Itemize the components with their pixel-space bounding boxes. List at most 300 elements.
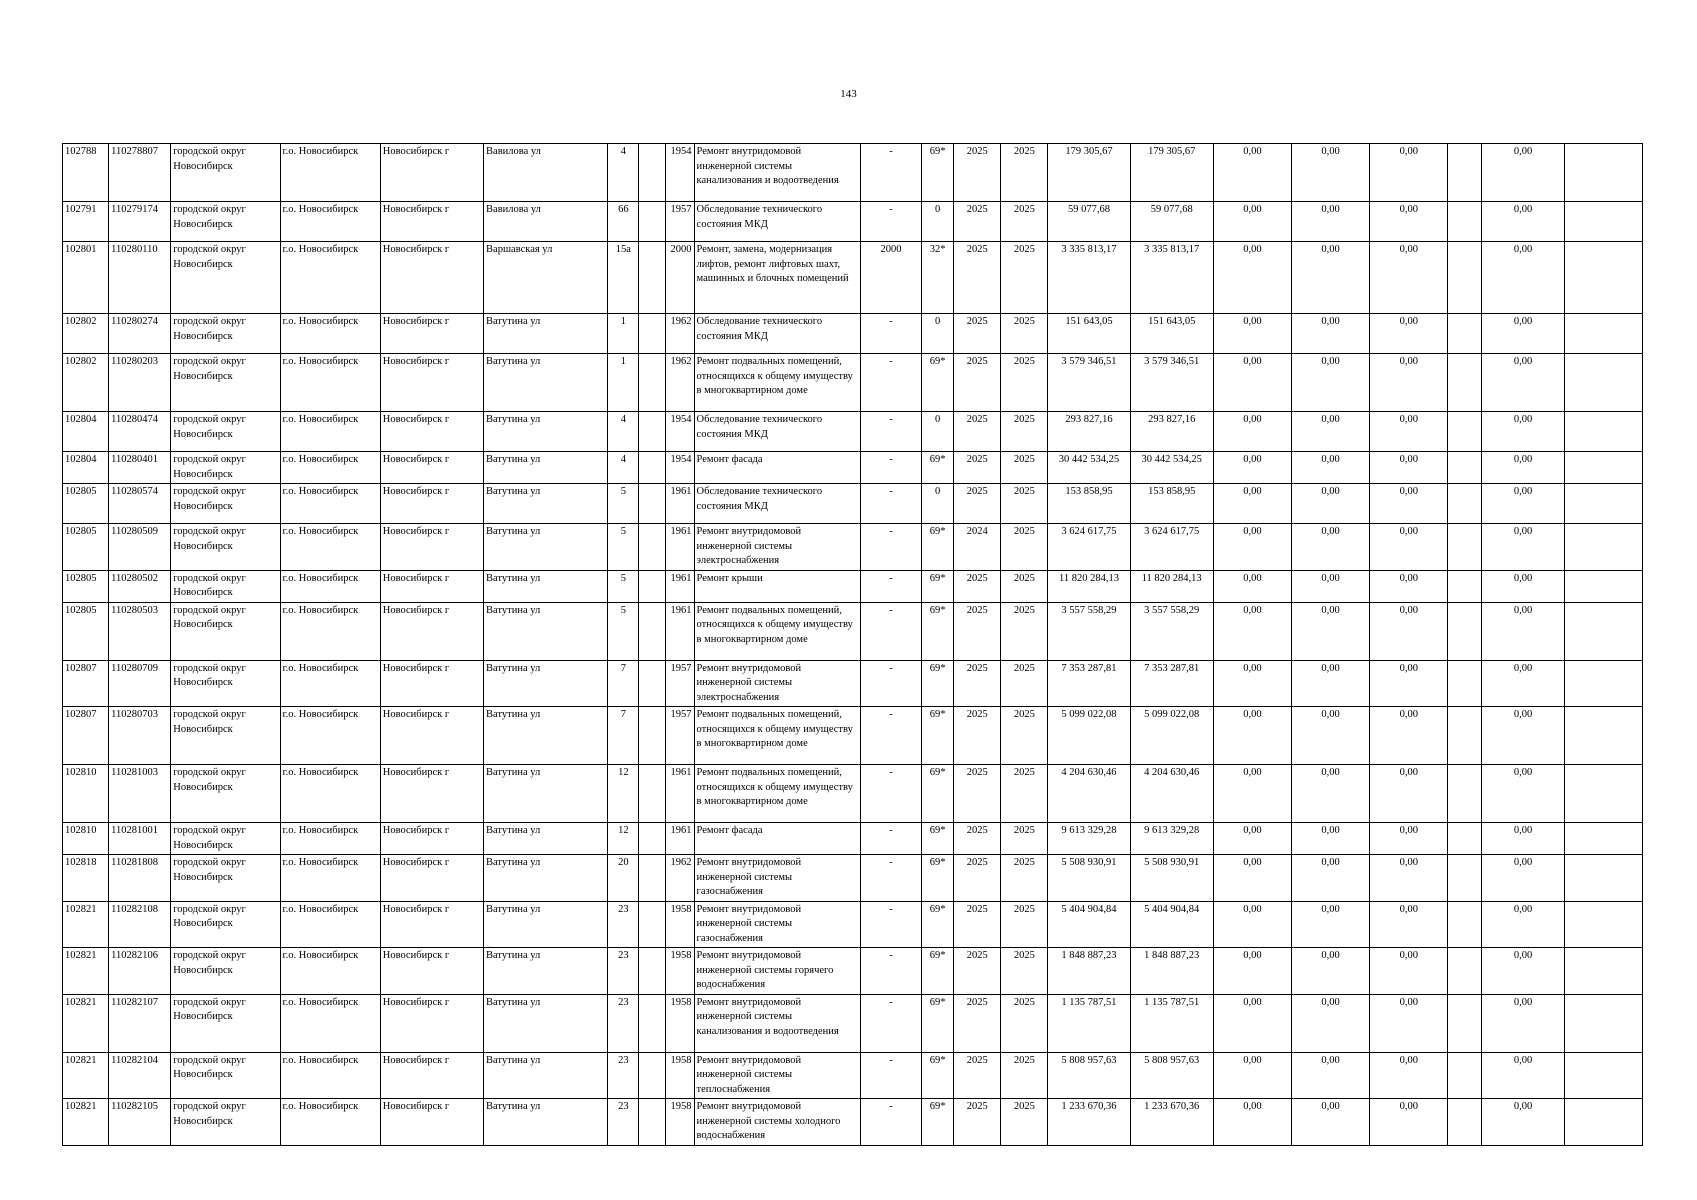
cell-cell-4: [1448, 660, 1482, 707]
cell-municipal-entity: городской округ Новосибирск: [171, 202, 280, 242]
cell-total-cost: 1 848 887,23: [1048, 948, 1130, 995]
cell-fund-cost: 9 613 329,28: [1130, 823, 1213, 855]
cell-cell-1: 0,00: [1213, 901, 1291, 948]
table-row: [63, 855, 1643, 902]
cell-municipal-entity: городской округ Новосибирск: [171, 707, 280, 765]
cell-total-cost: 179 305,67: [1048, 144, 1130, 202]
cell-district: г.о. Новосибирск: [280, 242, 380, 314]
cell-district: г.о. Новосибирск: [280, 994, 380, 1052]
cell-total-cost: 5 508 930,91: [1048, 855, 1130, 902]
cell-cell-2: 0,00: [1291, 202, 1369, 242]
cell-settlement: Новосибирск г: [380, 707, 483, 765]
cell-cell-2: 0,00: [1291, 570, 1369, 602]
cell-lift-year: -: [860, 570, 921, 602]
cell-building: [639, 524, 666, 571]
cell-wear: 69*: [922, 1099, 954, 1146]
cell-building: [639, 1052, 666, 1099]
cell-cell-2: 0,00: [1291, 354, 1369, 412]
cell-total-cost: 7 353 287,81: [1048, 660, 1130, 707]
cell-start-year: 2025: [954, 901, 1001, 948]
cell-work-type: Обследование технического состояния МКД: [694, 314, 860, 354]
cell-municipal-entity: городской округ Новосибирск: [171, 354, 280, 412]
cell-cell-5: 0,00: [1482, 242, 1564, 314]
cell-work-type: Ремонт подвальных помещений, относящихся к общему имуществу в многоквартирном доме: [694, 354, 860, 412]
cell-cell-1: 0,00: [1213, 314, 1291, 354]
cell-work-type: Ремонт фасада: [694, 452, 860, 484]
cell-settlement: Новосибирск г: [380, 354, 483, 412]
cell-lift-year: -: [860, 765, 921, 823]
cell-cell-3: 0,00: [1370, 823, 1448, 855]
cell-settlement: Новосибирск г: [380, 1099, 483, 1146]
cell-cell-3: 0,00: [1370, 144, 1448, 202]
cell-building: [639, 602, 666, 660]
cell-cell-1: 0,00: [1213, 452, 1291, 484]
cell-street: Варшавская ул: [484, 242, 608, 314]
cell-district: г.о. Новосибирск: [280, 765, 380, 823]
cell-cell-2: 0,00: [1291, 660, 1369, 707]
cell-total-cost: 4 204 630,46: [1048, 765, 1130, 823]
cell-street: Ватутина ул: [484, 994, 608, 1052]
cell-fund-cost: 4 204 630,46: [1130, 765, 1213, 823]
cell-cell-4: [1448, 412, 1482, 452]
cell-total-cost: 153 858,95: [1048, 484, 1130, 524]
cell-cell-6: [1564, 242, 1642, 314]
cell-total-cost: 5 808 957,63: [1048, 1052, 1130, 1099]
cell-cell-3: 0,00: [1370, 602, 1448, 660]
cell-total-cost: 59 077,68: [1048, 202, 1130, 242]
table-row: [63, 412, 1643, 452]
table-row: [63, 765, 1643, 823]
cell-district: г.о. Новосибирск: [280, 144, 380, 202]
cell-building: [639, 354, 666, 412]
cell-settlement: Новосибирск г: [380, 144, 483, 202]
cell-settlement: Новосибирск г: [380, 524, 483, 571]
cell-wear: 0: [922, 484, 954, 524]
cell-cell-3: 0,00: [1370, 524, 1448, 571]
cell-object-code: 110282107: [109, 994, 171, 1052]
cell-wear: 69*: [922, 948, 954, 995]
cell-record-id: 102821: [63, 1099, 109, 1146]
cell-cell-3: 0,00: [1370, 948, 1448, 995]
cell-street: Ватутина ул: [484, 823, 608, 855]
table-row: [63, 948, 1643, 995]
cell-object-code: 110280574: [109, 484, 171, 524]
cell-cell-5: 0,00: [1482, 660, 1564, 707]
cell-cell-4: [1448, 765, 1482, 823]
cell-build-year: 1958: [666, 1052, 694, 1099]
cell-lift-year: -: [860, 901, 921, 948]
cell-cell-5: 0,00: [1482, 855, 1564, 902]
cell-start-year: 2025: [954, 202, 1001, 242]
cell-cell-6: [1564, 994, 1642, 1052]
cell-district: г.о. Новосибирск: [280, 354, 380, 412]
cell-district: г.о. Новосибирск: [280, 484, 380, 524]
cell-lift-year: -: [860, 1099, 921, 1146]
cell-cell-6: [1564, 314, 1642, 354]
cell-building: [639, 948, 666, 995]
cell-cell-6: [1564, 1052, 1642, 1099]
cell-settlement: Новосибирск г: [380, 948, 483, 995]
cell-fund-cost: 293 827,16: [1130, 412, 1213, 452]
cell-record-id: 102788: [63, 144, 109, 202]
cell-municipal-entity: городской округ Новосибирск: [171, 1099, 280, 1146]
cell-house-number: 5: [608, 484, 639, 524]
cell-start-year: 2025: [954, 570, 1001, 602]
cell-cell-6: [1564, 823, 1642, 855]
cell-lift-year: -: [860, 484, 921, 524]
cell-lift-year: -: [860, 707, 921, 765]
cell-wear: 69*: [922, 524, 954, 571]
cell-build-year: 1954: [666, 412, 694, 452]
cell-wear: 69*: [922, 452, 954, 484]
cell-settlement: Новосибирск г: [380, 823, 483, 855]
cell-fund-cost: 151 643,05: [1130, 314, 1213, 354]
cell-record-id: 102821: [63, 1052, 109, 1099]
cell-object-code: 110278807: [109, 144, 171, 202]
cell-cell-4: [1448, 901, 1482, 948]
cell-house-number: 23: [608, 1052, 639, 1099]
cell-build-year: 1961: [666, 484, 694, 524]
cell-cell-1: 0,00: [1213, 412, 1291, 452]
cell-cell-4: [1448, 452, 1482, 484]
cell-cell-4: [1448, 524, 1482, 571]
cell-start-year: 2025: [954, 354, 1001, 412]
cell-object-code: 110282105: [109, 1099, 171, 1146]
cell-cell-3: 0,00: [1370, 354, 1448, 412]
cell-work-type: Ремонт подвальных помещений, относящихся к общему имуществу в многоквартирном доме: [694, 707, 860, 765]
cell-end-year: 2025: [1001, 1052, 1048, 1099]
cell-build-year: 1961: [666, 524, 694, 571]
cell-cell-6: [1564, 354, 1642, 412]
cell-house-number: 66: [608, 202, 639, 242]
cell-cell-6: [1564, 602, 1642, 660]
cell-object-code: 110280274: [109, 314, 171, 354]
cell-municipal-entity: городской округ Новосибирск: [171, 452, 280, 484]
cell-fund-cost: 7 353 287,81: [1130, 660, 1213, 707]
cell-end-year: 2025: [1001, 524, 1048, 571]
cell-end-year: 2025: [1001, 144, 1048, 202]
cell-cell-6: [1564, 948, 1642, 995]
cell-wear: 69*: [922, 901, 954, 948]
cell-object-code: 110280503: [109, 602, 171, 660]
cell-work-type: Ремонт внутридомовой инженерной системы электроснабжения: [694, 660, 860, 707]
page-number: 143: [840, 88, 857, 100]
registry-table: [62, 143, 1643, 1146]
cell-build-year: 1958: [666, 1099, 694, 1146]
cell-cell-6: [1564, 144, 1642, 202]
cell-house-number: 1: [608, 354, 639, 412]
cell-municipal-entity: городской округ Новосибирск: [171, 314, 280, 354]
cell-cell-1: 0,00: [1213, 855, 1291, 902]
cell-lift-year: -: [860, 144, 921, 202]
cell-fund-cost: 59 077,68: [1130, 202, 1213, 242]
cell-wear: 69*: [922, 660, 954, 707]
cell-street: Вавилова ул: [484, 144, 608, 202]
cell-start-year: 2025: [954, 412, 1001, 452]
cell-fund-cost: 11 820 284,13: [1130, 570, 1213, 602]
cell-cell-5: 0,00: [1482, 765, 1564, 823]
cell-street: Ватутина ул: [484, 660, 608, 707]
cell-record-id: 102805: [63, 524, 109, 571]
cell-lift-year: -: [860, 354, 921, 412]
cell-building: [639, 144, 666, 202]
cell-total-cost: 30 442 534,25: [1048, 452, 1130, 484]
cell-fund-cost: 3 579 346,51: [1130, 354, 1213, 412]
cell-build-year: 1962: [666, 314, 694, 354]
cell-object-code: 110280474: [109, 412, 171, 452]
cell-record-id: 102818: [63, 855, 109, 902]
table-row: [63, 1099, 1643, 1146]
cell-district: г.о. Новосибирск: [280, 823, 380, 855]
cell-cell-3: 0,00: [1370, 660, 1448, 707]
cell-cell-2: 0,00: [1291, 855, 1369, 902]
cell-cell-5: 0,00: [1482, 412, 1564, 452]
cell-street: Ватутина ул: [484, 412, 608, 452]
cell-cell-5: 0,00: [1482, 948, 1564, 995]
cell-wear: 0: [922, 314, 954, 354]
cell-municipal-entity: городской округ Новосибирск: [171, 524, 280, 571]
cell-cell-2: 0,00: [1291, 242, 1369, 314]
cell-district: г.о. Новосибирск: [280, 1099, 380, 1146]
cell-start-year: 2025: [954, 660, 1001, 707]
cell-settlement: Новосибирск г: [380, 314, 483, 354]
cell-house-number: 5: [608, 524, 639, 571]
cell-work-type: Ремонт внутридомовой инженерной системы горячего водоснабжения: [694, 948, 860, 995]
cell-end-year: 2025: [1001, 314, 1048, 354]
cell-wear: 0: [922, 202, 954, 242]
cell-work-type: Ремонт внутридомовой инженерной системы теплоснабжения: [694, 1052, 860, 1099]
cell-cell-6: [1564, 484, 1642, 524]
cell-fund-cost: 5 099 022,08: [1130, 707, 1213, 765]
table-row: [63, 660, 1643, 707]
cell-cell-2: 0,00: [1291, 707, 1369, 765]
cell-building: [639, 707, 666, 765]
cell-building: [639, 901, 666, 948]
cell-record-id: 102805: [63, 484, 109, 524]
cell-end-year: 2025: [1001, 994, 1048, 1052]
cell-cell-1: 0,00: [1213, 660, 1291, 707]
cell-cell-4: [1448, 948, 1482, 995]
cell-end-year: 2025: [1001, 452, 1048, 484]
table-row: [63, 242, 1643, 314]
cell-lift-year: -: [860, 524, 921, 571]
cell-work-type: Ремонт внутридомовой инженерной системы газоснабжения: [694, 901, 860, 948]
cell-cell-4: [1448, 602, 1482, 660]
cell-house-number: 20: [608, 855, 639, 902]
cell-district: г.о. Новосибирск: [280, 524, 380, 571]
cell-cell-1: 0,00: [1213, 823, 1291, 855]
cell-cell-4: [1448, 994, 1482, 1052]
cell-building: [639, 570, 666, 602]
cell-build-year: 1958: [666, 901, 694, 948]
table-row: [63, 823, 1643, 855]
cell-cell-6: [1564, 855, 1642, 902]
cell-street: Вавилова ул: [484, 202, 608, 242]
cell-settlement: Новосибирск г: [380, 901, 483, 948]
cell-record-id: 102810: [63, 765, 109, 823]
cell-work-type: Ремонт, замена, модернизация лифтов, ремонт лифтовых шахт, машинных и блочных помещений: [694, 242, 860, 314]
cell-municipal-entity: городской округ Новосибирск: [171, 484, 280, 524]
cell-record-id: 102801: [63, 242, 109, 314]
cell-total-cost: 1 233 670,36: [1048, 1099, 1130, 1146]
cell-end-year: 2025: [1001, 707, 1048, 765]
table-row: [63, 202, 1643, 242]
cell-lift-year: -: [860, 602, 921, 660]
cell-cell-1: 0,00: [1213, 202, 1291, 242]
cell-cell-2: 0,00: [1291, 994, 1369, 1052]
cell-record-id: 102821: [63, 948, 109, 995]
cell-settlement: Новосибирск г: [380, 1052, 483, 1099]
cell-wear: 69*: [922, 855, 954, 902]
cell-street: Ватутина ул: [484, 484, 608, 524]
cell-cell-3: 0,00: [1370, 570, 1448, 602]
cell-cell-1: 0,00: [1213, 1052, 1291, 1099]
cell-street: Ватутина ул: [484, 707, 608, 765]
cell-work-type: Ремонт внутридомовой инженерной системы канализования и водоотведения: [694, 144, 860, 202]
cell-lift-year: -: [860, 1052, 921, 1099]
cell-building: [639, 314, 666, 354]
cell-wear: 69*: [922, 707, 954, 765]
cell-object-code: 110282104: [109, 1052, 171, 1099]
table-body: [63, 144, 1643, 1146]
cell-start-year: 2025: [954, 602, 1001, 660]
cell-wear: 32*: [922, 242, 954, 314]
cell-cell-5: 0,00: [1482, 901, 1564, 948]
cell-object-code: 110279174: [109, 202, 171, 242]
cell-end-year: 2025: [1001, 202, 1048, 242]
cell-object-code: 110280703: [109, 707, 171, 765]
cell-cell-5: 0,00: [1482, 823, 1564, 855]
cell-object-code: 110282106: [109, 948, 171, 995]
cell-house-number: 7: [608, 660, 639, 707]
cell-work-type: Обследование технического состояния МКД: [694, 484, 860, 524]
cell-municipal-entity: городской округ Новосибирск: [171, 660, 280, 707]
cell-district: г.о. Новосибирск: [280, 1052, 380, 1099]
cell-cell-4: [1448, 314, 1482, 354]
cell-building: [639, 823, 666, 855]
cell-work-type: Ремонт подвальных помещений, относящихся к общему имуществу в многоквартирном доме: [694, 765, 860, 823]
cell-work-type: Ремонт внутридомовой инженерной системы газоснабжения: [694, 855, 860, 902]
cell-cell-3: 0,00: [1370, 484, 1448, 524]
cell-building: [639, 452, 666, 484]
cell-work-type: Ремонт внутридомовой инженерной системы холодного водоснабжения: [694, 1099, 860, 1146]
cell-district: г.о. Новосибирск: [280, 202, 380, 242]
cell-end-year: 2025: [1001, 484, 1048, 524]
cell-start-year: 2025: [954, 484, 1001, 524]
cell-settlement: Новосибирск г: [380, 765, 483, 823]
cell-start-year: 2025: [954, 707, 1001, 765]
cell-cell-3: 0,00: [1370, 855, 1448, 902]
cell-total-cost: 3 624 617,75: [1048, 524, 1130, 571]
table-row: [63, 144, 1643, 202]
cell-fund-cost: 5 808 957,63: [1130, 1052, 1213, 1099]
cell-object-code: 110280509: [109, 524, 171, 571]
cell-cell-5: 0,00: [1482, 707, 1564, 765]
cell-cell-6: [1564, 570, 1642, 602]
cell-record-id: 102791: [63, 202, 109, 242]
cell-cell-6: [1564, 1099, 1642, 1146]
cell-cell-5: 0,00: [1482, 314, 1564, 354]
cell-settlement: Новосибирск г: [380, 202, 483, 242]
cell-cell-1: 0,00: [1213, 524, 1291, 571]
cell-cell-1: 0,00: [1213, 484, 1291, 524]
cell-object-code: 110281003: [109, 765, 171, 823]
table-row: [63, 570, 1643, 602]
cell-cell-3: 0,00: [1370, 1099, 1448, 1146]
cell-house-number: 15а: [608, 242, 639, 314]
cell-start-year: 2025: [954, 948, 1001, 995]
cell-house-number: 23: [608, 901, 639, 948]
cell-cell-2: 0,00: [1291, 901, 1369, 948]
cell-house-number: 23: [608, 948, 639, 995]
cell-object-code: 110280203: [109, 354, 171, 412]
cell-settlement: Новосибирск г: [380, 855, 483, 902]
cell-house-number: 7: [608, 707, 639, 765]
cell-cell-3: 0,00: [1370, 765, 1448, 823]
cell-record-id: 102805: [63, 602, 109, 660]
cell-end-year: 2025: [1001, 765, 1048, 823]
cell-house-number: 5: [608, 602, 639, 660]
cell-start-year: 2024: [954, 524, 1001, 571]
cell-fund-cost: 5 404 904,84: [1130, 901, 1213, 948]
cell-total-cost: 1 135 787,51: [1048, 994, 1130, 1052]
cell-lift-year: -: [860, 660, 921, 707]
table-row: [63, 1052, 1643, 1099]
cell-build-year: 1961: [666, 823, 694, 855]
cell-end-year: 2025: [1001, 570, 1048, 602]
cell-street: Ватутина ул: [484, 765, 608, 823]
table-row: [63, 707, 1643, 765]
cell-cell-6: [1564, 452, 1642, 484]
cell-cell-4: [1448, 1052, 1482, 1099]
cell-wear: 69*: [922, 144, 954, 202]
cell-cell-2: 0,00: [1291, 765, 1369, 823]
cell-cell-6: [1564, 202, 1642, 242]
cell-cell-3: 0,00: [1370, 314, 1448, 354]
table-row: [63, 314, 1643, 354]
cell-cell-2: 0,00: [1291, 524, 1369, 571]
cell-cell-6: [1564, 901, 1642, 948]
cell-build-year: 1961: [666, 765, 694, 823]
cell-total-cost: 3 579 346,51: [1048, 354, 1130, 412]
cell-district: г.о. Новосибирск: [280, 901, 380, 948]
cell-cell-3: 0,00: [1370, 452, 1448, 484]
cell-end-year: 2025: [1001, 1099, 1048, 1146]
cell-object-code: 110281808: [109, 855, 171, 902]
cell-cell-5: 0,00: [1482, 570, 1564, 602]
cell-work-type: Ремонт внутридомовой инженерной системы электроснабжения: [694, 524, 860, 571]
cell-lift-year: -: [860, 994, 921, 1052]
cell-end-year: 2025: [1001, 242, 1048, 314]
cell-wear: 0: [922, 412, 954, 452]
cell-cell-5: 0,00: [1482, 994, 1564, 1052]
cell-work-type: Ремонт внутридомовой инженерной системы канализования и водоотведения: [694, 994, 860, 1052]
cell-wear: 69*: [922, 602, 954, 660]
cell-work-type: Ремонт крыши: [694, 570, 860, 602]
cell-house-number: 12: [608, 823, 639, 855]
cell-lift-year: -: [860, 314, 921, 354]
cell-build-year: 1958: [666, 948, 694, 995]
cell-work-type: Обследование технического состояния МКД: [694, 412, 860, 452]
cell-street: Ватутина ул: [484, 570, 608, 602]
cell-lift-year: -: [860, 412, 921, 452]
cell-cell-4: [1448, 855, 1482, 902]
cell-total-cost: 151 643,05: [1048, 314, 1130, 354]
cell-cell-4: [1448, 570, 1482, 602]
cell-street: Ватутина ул: [484, 602, 608, 660]
cell-municipal-entity: городской округ Новосибирск: [171, 855, 280, 902]
cell-cell-6: [1564, 524, 1642, 571]
